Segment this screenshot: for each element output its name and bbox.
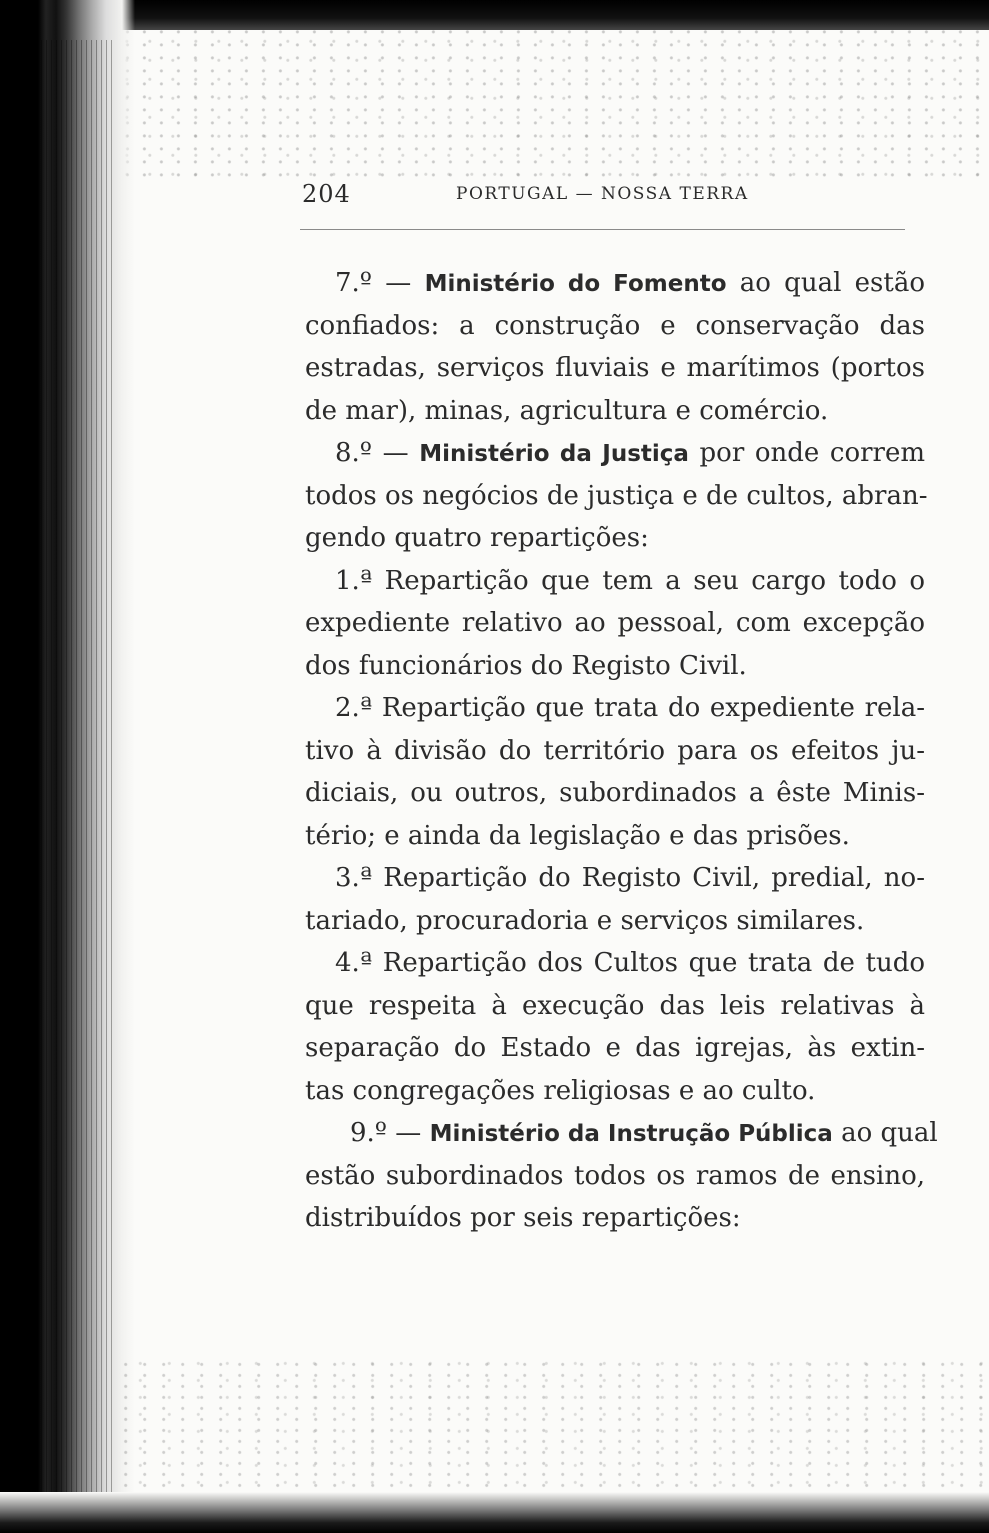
ministry-heading: Ministério da Instrução Pública bbox=[429, 1121, 833, 1147]
body-text bbox=[305, 262, 938, 1240]
text-line: separação do Estado e das igrejas, às extin- bbox=[305, 1033, 925, 1063]
text-line: expediente relativo ao pessoal, com excepção bbox=[305, 608, 925, 638]
text-line: tas congregações religiosas e ao culto. bbox=[305, 1075, 816, 1106]
text-line: 7.º — Ministério do Fomento ao qual estão bbox=[335, 268, 925, 298]
text-line: 3.ª Repartição do Registo Civil, predial, no- bbox=[335, 863, 925, 893]
scan-bottom-edge bbox=[0, 1492, 989, 1533]
text-line: confiados: a construção e conservação das bbox=[305, 310, 925, 341]
page-header bbox=[300, 180, 900, 214]
ministry-heading: Ministério da Justiça bbox=[419, 441, 689, 467]
page-edges bbox=[36, 40, 116, 1520]
text-line: 8.º — Ministério da Justiça por onde correm bbox=[335, 438, 926, 468]
running-title: PORTUGAL — NOSSA TERRA bbox=[456, 184, 749, 204]
text-line: tariado, procuradoria e serviços similares. bbox=[305, 905, 865, 936]
text-line: que respeita à execução das leis relativas à bbox=[305, 990, 925, 1021]
text-line: tério; e ainda da legislação e das prisões. bbox=[305, 820, 850, 851]
text-line: dos funcionários do Registo Civil. bbox=[305, 650, 747, 681]
text-line: 4.ª Repartição dos Cultos que trata de tudo bbox=[335, 948, 925, 978]
text-line: todos os negócios de justiça e de cultos, abran- bbox=[305, 480, 928, 511]
text-line: diciais, ou outros, subordinados a êste Minis- bbox=[305, 778, 925, 808]
text-line: estradas, serviços fluviais e marítimos (portos bbox=[305, 353, 925, 383]
header-rule bbox=[300, 229, 905, 230]
scan-noise-bottom bbox=[120, 1360, 989, 1495]
text-line: de mar), minas, agricultura e comércio. bbox=[305, 395, 829, 426]
text-line: gendo quatro repartições: bbox=[305, 523, 649, 553]
ministry-heading: Ministério do Fomento bbox=[424, 271, 727, 297]
text-line: 1.ª Repartição que tem a seu cargo todo o bbox=[335, 565, 925, 596]
text-line: tivo à divisão do território para os efeitos ju- bbox=[305, 735, 925, 766]
text-line: distribuídos por seis repartições: bbox=[305, 1203, 741, 1233]
text-line: estão subordinados todos os ramos de ensino, bbox=[305, 1160, 925, 1191]
text-line: 9.º — Ministério da Instrução Pública ao qual bbox=[350, 1118, 938, 1148]
text-line: 2.ª Repartição que trata do expediente rela- bbox=[335, 693, 925, 723]
scan-noise-top bbox=[90, 28, 989, 178]
scan-top-edge bbox=[0, 0, 989, 30]
page-number: 204 bbox=[302, 180, 351, 208]
